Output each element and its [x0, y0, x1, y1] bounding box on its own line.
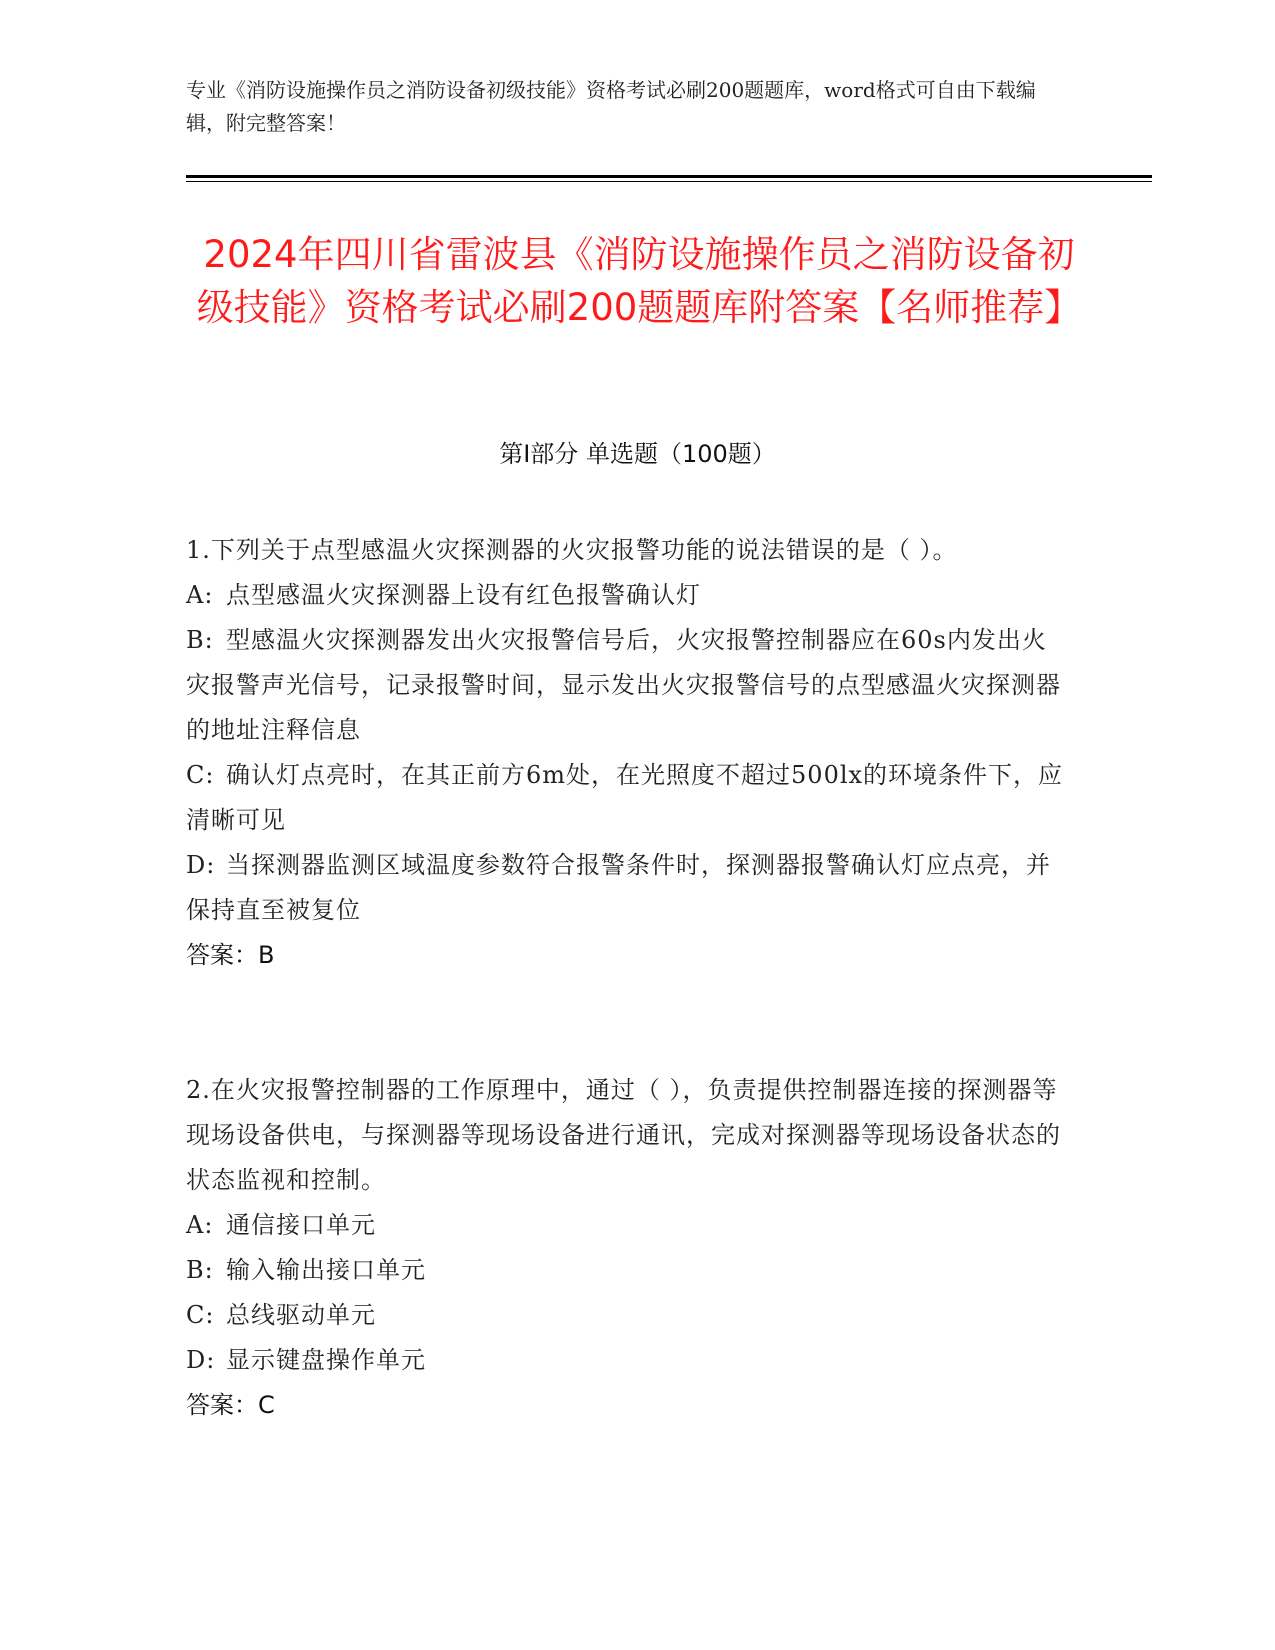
- option-key: A:: [186, 581, 214, 609]
- option-text: 点型感温火灾探测器上设有红色报警确认灯: [226, 581, 701, 609]
- option-key: C:: [186, 761, 215, 789]
- option-d: [186, 843, 1066, 933]
- option-text: 型感温火灾探测器发出火灾报警信号后，火灾报警控制器应在60s内发出火灾报警声光信号，记录报警时间，显示发出火灾报警信号的点型感温火灾探测器的地址注释信息: [186, 626, 1061, 744]
- intro-text: 专业《消防设施操作员之消防设备初级技能》资格考试必刷200题题库，word格式可自由下载编辑，附完整答案！: [186, 78, 1036, 135]
- option-text: 输入输出接口单元: [226, 1256, 426, 1284]
- option-key: B:: [186, 1256, 214, 1284]
- option-text: 确认灯点亮时，在其正前方6m处，在光照度不超过500lx的环境条件下，应清晰可见: [186, 761, 1064, 834]
- option-key: D:: [186, 1346, 216, 1374]
- option-b: [186, 618, 1066, 753]
- option-key: B:: [186, 626, 214, 654]
- option-a: [186, 573, 1066, 618]
- option-b: [186, 1248, 1066, 1293]
- option-a: [186, 1203, 1066, 1248]
- option-c: [186, 753, 1066, 843]
- document-title: 2024年四川省雷波县《消防设施操作员之消防设备初级技能》资格考试必刷200题题库附答案【名师推荐】: [196, 233, 1082, 329]
- option-c: [186, 1293, 1066, 1338]
- answer: 答案：B: [186, 941, 275, 969]
- option-text: 显示键盘操作单元: [226, 1346, 426, 1374]
- option-key: D:: [186, 851, 216, 879]
- option-d: [186, 1338, 1066, 1383]
- option-text: 当探测器监测区域温度参数符合报警条件时，探测器报警确认灯应点亮，并保持直至被复位: [186, 851, 1051, 924]
- section-heading: 第I部分 单选题（100题）: [499, 440, 776, 468]
- answer: 答案：C: [186, 1391, 275, 1419]
- question-stem: 2.在火灾报警控制器的工作原理中，通过（ ），负责提供控制器连接的探测器等现场设备供电，与探测器等现场设备进行通讯，完成对探测器等现场设备状态的状态监视和控制。: [186, 1076, 1061, 1194]
- option-text: 通信接口单元: [226, 1211, 376, 1239]
- header-rule-thick: [186, 175, 1152, 178]
- question-2: [186, 1068, 1066, 1428]
- option-key: A:: [186, 1211, 214, 1239]
- question-stem: 1.下列关于点型感温火灾探测器的火灾报警功能的说法错误的是（ ）。: [186, 536, 958, 564]
- header-rule-thin: [186, 181, 1152, 182]
- option-key: C:: [186, 1301, 215, 1329]
- option-text: 总线驱动单元: [226, 1301, 376, 1329]
- question-1: [186, 528, 1066, 978]
